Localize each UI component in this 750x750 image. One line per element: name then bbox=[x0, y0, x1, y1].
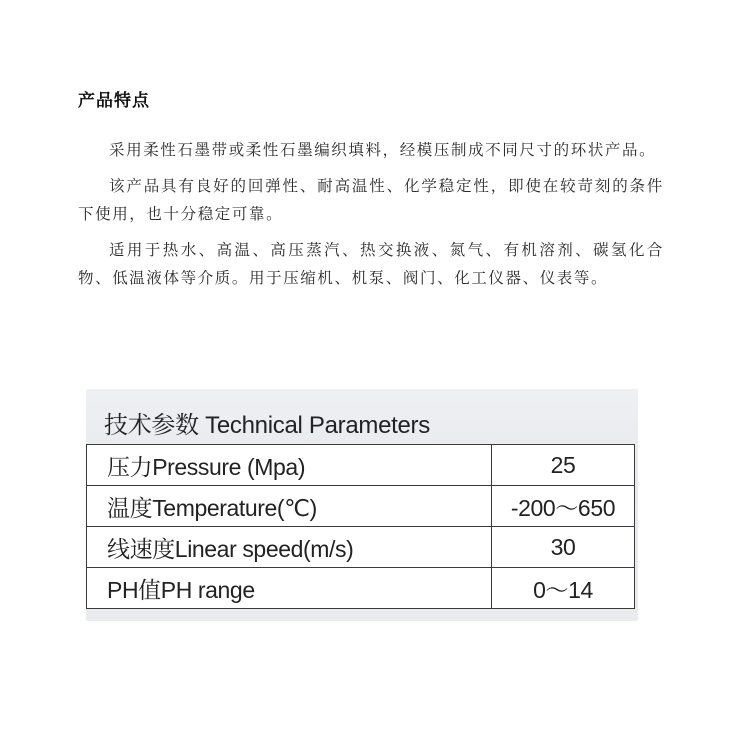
table-row bbox=[87, 486, 635, 527]
parameter-label: PH值PH range bbox=[87, 568, 492, 609]
parameter-value: 0～14 bbox=[492, 568, 635, 609]
parameter-label: 温度Temperature(℃) bbox=[87, 486, 492, 527]
parameters-table bbox=[86, 444, 635, 609]
table-row bbox=[87, 568, 635, 609]
table-row bbox=[87, 445, 635, 486]
description-paragraph: 采用柔性石墨带或柔性石墨编织填料，经模压制成不同尺寸的环状产品。 bbox=[109, 141, 657, 159]
description-paragraph: 该产品具有良好的回弹性、耐高温性、化学稳定性，即使在较苛刻的条件下使用，也十分稳定可靠。 bbox=[78, 177, 664, 223]
technical-parameters-panel bbox=[86, 389, 638, 621]
parameters-header: 技术参数 Technical Parameters bbox=[104, 412, 430, 439]
parameter-label: 压力Pressure (Mpa) bbox=[87, 445, 492, 486]
parameter-label: 线速度Linear speed(m/s) bbox=[87, 527, 492, 568]
table-row bbox=[87, 527, 635, 568]
section-title: 产品特点 bbox=[78, 91, 150, 111]
parameter-value: 25 bbox=[492, 445, 635, 486]
description-paragraph: 适用于热水、高温、高压蒸汽、热交换液、氮气、有机溶剂、碳氢化合物、低温液体等介质。用于压缩机、机泵、阀门、化工仪器、仪表等。 bbox=[78, 241, 664, 287]
parameter-value: 30 bbox=[492, 527, 635, 568]
parameter-value: -200～650 bbox=[492, 486, 635, 527]
product-description bbox=[78, 136, 664, 300]
